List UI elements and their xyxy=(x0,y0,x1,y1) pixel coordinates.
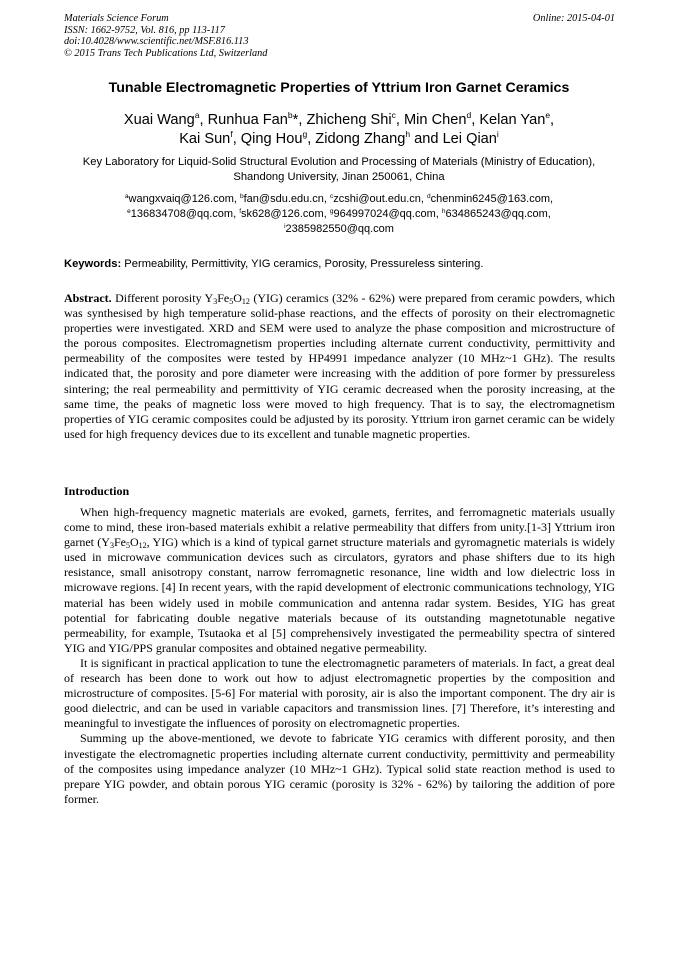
email: $^g$964997024@qq.com, xyxy=(329,208,442,220)
email: $^a$wangxvaiq@126.com, xyxy=(124,193,240,205)
abstract-label: Abstract. xyxy=(64,291,112,305)
author: Min Chen$^d$, xyxy=(404,110,480,128)
email: $^f$sk628@126.com, xyxy=(239,208,330,220)
paragraph: Summing up the above-mentioned, we devote to fabricate YIG ceramics with different porosity, and then investigate the electromagnetic properties including alternate current conductivity, permittivity and permeability of the composites using impedance analyzer (10 MHz~1 GHz). Typical solid state reaction method is used to prepare YIG powder, and obtain porous YIG ceramic (porosity is 32% - 62%) by tailoring the addition of pore former. xyxy=(64,731,615,806)
affiliation: Key Laboratory for Liquid-Solid Structural Evolution and Processing of Materials (Ministry of Education), Shandong University, Jinan 250061, China xyxy=(82,156,596,183)
journal-name: Materials Science Forum xyxy=(64,13,169,24)
section-heading-introduction: Introduction xyxy=(64,484,130,498)
email: $^e$136834708@qq.com, xyxy=(127,208,240,220)
author: Kai Sun$^f$, xyxy=(179,129,241,147)
issn-line: ISSN: 1662-9752, Vol. 816, pp 113-117 xyxy=(64,24,225,36)
author: Xuai Wang$^a$, xyxy=(123,110,208,128)
paragraph: It is significant in practical application to tune the electromagnetic parameters of materials. In fact, a great deal of research has been done to work out how to adjust electromagnetic properties by the composition and microstructure of composites. [5-6] For material with porosity, air is also the important component. The dry air is good dielectric, and can be used in variable capacitors and transmission lines. [7] Therefore, it’s interesting and meaningful to investigate the influences of porosity on electromagnetic properties. xyxy=(64,655,615,731)
author: Kelan Yan$^e$, xyxy=(479,110,555,128)
online-date: Online: 2015-04-01 xyxy=(532,13,615,24)
paragraph: When high-frequency magnetic materials are evoked, garnets, ferrites, and ferromagnetic materials usually come to mind, these iron-based materials exhibit a relative permeability that differs from unity.[1-3] Yttrium iron garnet ($Y_3Fe_5O_{12}$, YIG) which is a kind of typical garnet structure materials and gyromagnetic materials is widely used in microwave communication devices such as circulators, gyrators and phase shifters due to its high resistance, small anisotropy constant, narrow ferromagnetic resonance, line width and low dielectric loss in microwave regions. [4] In recent years, with the rapid development of electronic communications technology, YIG material has been widely used in mobile communication and antenna radar system. Besides, YIG has great potential for fabricating double negative materials because of its outstanding magnetotunable negative permeability, for example, Tsutaoka et al [5] comprehensively investigated the permeability spectra of sintered YIG and YIG/PPS granular composites and obtained negative permeability. xyxy=(64,505,615,655)
keywords-label: Keywords: xyxy=(64,258,122,270)
keywords xyxy=(64,257,616,271)
email: $^c$zcshi@out.edu.cn, xyxy=(330,193,427,205)
author: Zhicheng Shi$^c$, xyxy=(306,110,404,128)
copyright-line: © 2015 Trans Tech Publications Ltd, Switzerland xyxy=(64,47,268,59)
email: $^h$634865243@qq.com, xyxy=(441,208,551,220)
author: Runhua Fan$^b$*, xyxy=(207,110,307,128)
keywords-text: Permeability, Permittivity, YIG ceramics, Porosity, Pressureless sintering. xyxy=(121,258,484,270)
email: $^b$fan@sdu.edu.cn, xyxy=(240,193,331,205)
author-list xyxy=(40,111,638,149)
doi-line: doi:10.4028/www.scientific.net/MSF.816.113 xyxy=(64,36,249,48)
email: $^d$chenmin6245@163.com, xyxy=(426,193,554,205)
author: Zidong Zhang$^h$ and xyxy=(315,129,443,147)
author: Lei Qian$^i$ xyxy=(442,129,499,147)
paper-title: Tunable Electromagnetic Properties of Yttrium Iron Garnet Ceramics xyxy=(108,80,570,96)
email: $^i$2385982550@qq.com xyxy=(284,223,394,235)
introduction-body xyxy=(64,505,615,807)
author: Qing Hou$^g$, xyxy=(240,129,316,147)
journal-header xyxy=(64,13,267,59)
abstract: Abstract. Different porosity $Y_3Fe_5O_{12}$ (YIG) ceramics (32% - 62%) were prepared from ceramic powders, which was synthesised by high temperature solid-phase reactions, and the effects of porosity on their electromagnetic properties were investigated. XRD and SEM were used to analyze the phase composition and microstructure of the porous composites. Electromagnetism properties including alternate current conductivity, permittivity and permeability of the composites were tested by HP4991 impedance analyzer (10 MHz~1 GHz). The results indicated that, the porosity and pore diameter were increasing with the addition of pore former by pressureless sintering; the real permeability and permittivity of YIG ceramic decreased when the porosity increasing, at the same time, the peaks of magnetic loss were moved to high frequency. That is to say, the electromagnetism properties of YIG ceramic composites could be adjusted by its porosity. Yttrium iron garnet ceramic can be widely used for high frequency devices due to its excellent and tunable magnetic properties. xyxy=(64,291,616,441)
email-list xyxy=(64,192,614,237)
